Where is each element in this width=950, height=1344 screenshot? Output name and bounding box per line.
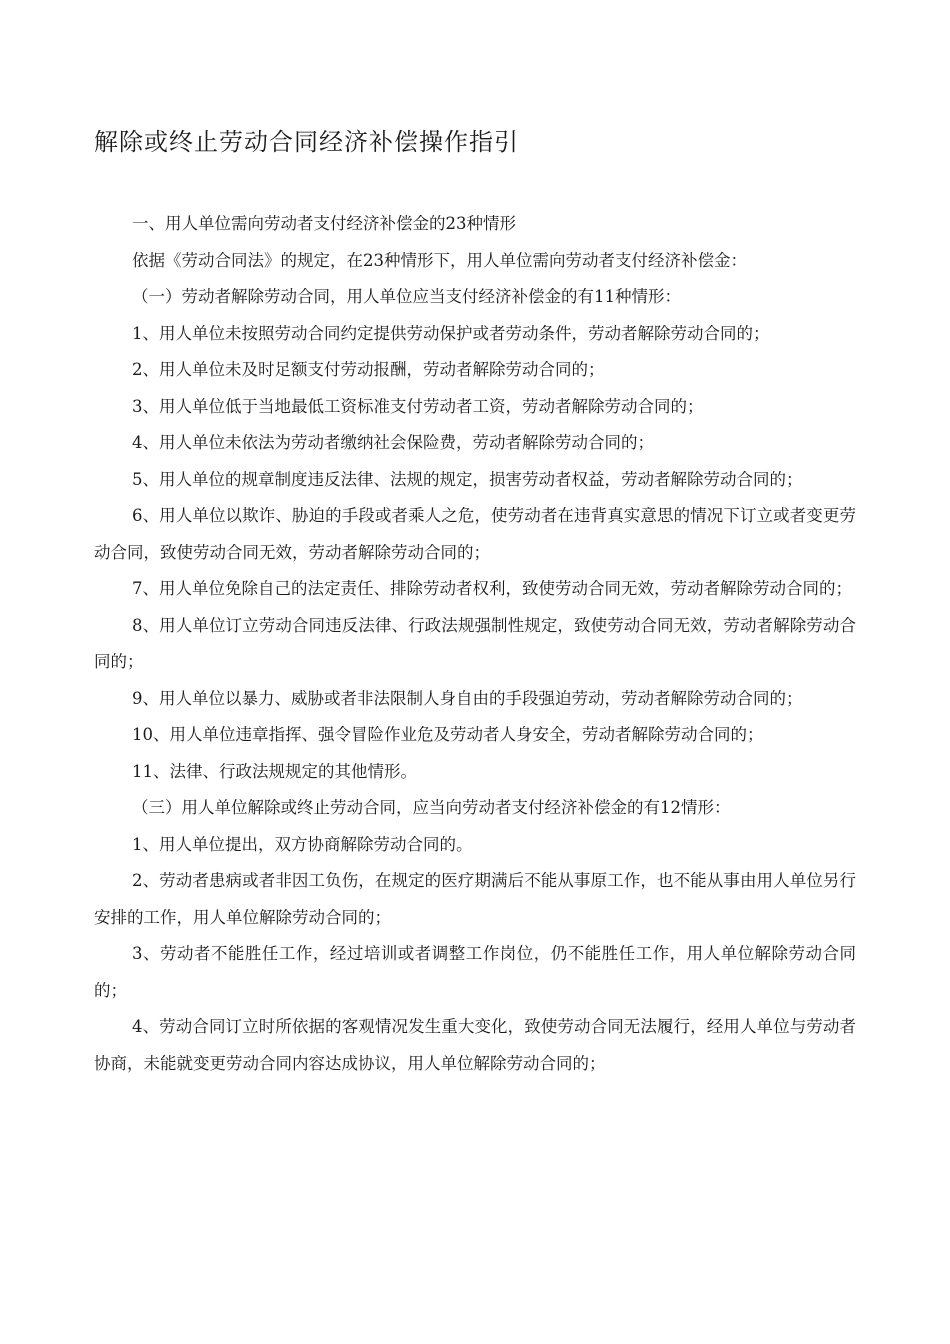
document-paragraph: 1、用人单位未按照劳动合同约定提供劳动保护或者劳动条件，劳动者解除劳动合同的； (132, 323, 770, 343)
document-paragraph: 11、法律、行政法规规定的其他情形。 (132, 761, 417, 781)
document-paragraph: 8、用人单位订立劳动合同违反法律、行政法规强制性规定，致使劳动合同无效，劳动者解除劳动合同的； (94, 615, 856, 671)
document-paragraph: 4、劳动合同订立时所依据的客观情况发生重大变化，致使劳动合同无法履行，经用人单位与劳动者协商，未能就变更劳动合同内容达成协议，用人单位解除劳动合同的； (94, 1017, 856, 1073)
document-paragraph: 1、用人单位提出，双方协商解除劳动合同的。 (132, 834, 473, 854)
document-paragraph: 6、用人单位以欺诈、胁迫的手段或者乘人之危，使劳动者在违背真实意思的情况下订立或者变更劳动合同，致使劳动合同无效，劳动者解除劳动合同的； (94, 506, 856, 562)
document-paragraph: （三）用人单位解除或终止劳动合同，应当向劳动者支付经济补偿金的有12情形： (132, 798, 731, 817)
document-paragraph: 依据《劳动合同法》的规定，在23种情形下，用人单位需向劳动者支付经济补偿金： (132, 250, 747, 270)
document-title: 解除或终止劳动合同经济补偿操作指引 (94, 128, 519, 156)
document-paragraph: 9、用人单位以暴力、威胁或者非法限制人身自由的手段强迫劳动，劳动者解除劳动合同的； (132, 688, 803, 708)
document-paragraph: 4、用人单位未依法为劳动者缴纳社会保险费，劳动者解除劳动合同的； (132, 433, 654, 452)
document-paragraph: 一、用人单位需向劳动者支付经济补偿金的23种情形 (132, 214, 516, 233)
document-paragraph: 10、用人单位违章指挥、强令冒险作业危及劳动者人身安全，劳动者解除劳动合同的； (132, 725, 764, 744)
document-body (94, 206, 856, 1082)
document-paragraph: （一）劳动者解除劳动合同，用人单位应当支付经济补偿金的有11种情形： (132, 287, 681, 306)
document-paragraph: 7、用人单位免除自己的法定责任、排除劳动者权利，致使劳动合同无效，劳动者解除劳动合同的； (132, 579, 852, 598)
document-paragraph: 3、劳动者不能胜任工作，经过培训或者调整工作岗位，仍不能胜任工作，用人单位解除劳动合同的； (94, 944, 856, 1000)
document-paragraph: 2、劳动者患病或者非因工负伤，在规定的医疗期满后不能从事原工作，也不能从事由用人单位另行安排的工作，用人单位解除劳动合同的； (94, 871, 856, 927)
document-paragraph: 2、用人单位未及时足额支付劳动报酬，劳动者解除劳动合同的； (132, 360, 605, 379)
document-paragraph: 3、用人单位低于当地最低工资标准支付劳动者工资，劳动者解除劳动合同的； (132, 396, 704, 416)
document-paragraph: 5、用人单位的规章制度违反法律、法规的规定，损害劳动者权益，劳动者解除劳动合同的； (132, 469, 803, 489)
